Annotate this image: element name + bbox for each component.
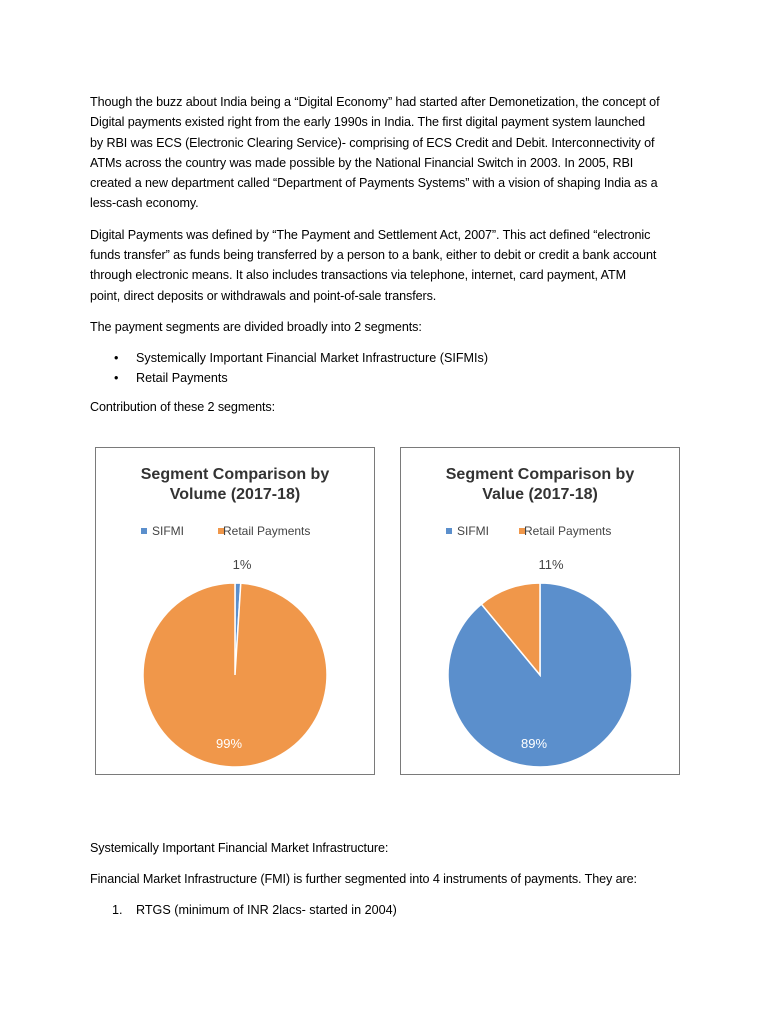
legend-label-sifmi: SIFMI: [457, 524, 489, 538]
list-number: 1.: [112, 902, 123, 917]
para2-line: Digital Payments was defined by “The Payment and Settlement Act, 2007”. This act defined “electronic: [90, 227, 651, 242]
fmi-section: [90, 838, 690, 920]
segments-list: [90, 348, 690, 388]
list-item: [90, 900, 690, 920]
legend-label-retail: Retail Payments: [524, 524, 612, 538]
contribution-caption: Contribution of these 2 segments:: [90, 400, 276, 415]
instruments-list: [90, 900, 690, 920]
section-paragraph: Financial Market Infrastructure (FMI) is further segmented into 4 instruments of payments. They are:: [90, 872, 637, 887]
intro-paragraph-2: [90, 225, 690, 306]
list-item: • Systemically Important Financial Market Infrastructure (SIFMIs): [90, 348, 690, 368]
data-label-sifmi: 1%: [232, 557, 252, 572]
chart-title-line-1: Segment Comparison by: [445, 466, 635, 483]
para1-line: created a new department called “Department of Payments Systems” with a vision of shaping India as a: [90, 176, 658, 191]
para1-line: ATMs across the country was made possible by the National Financial Switch in 2003. In 2005, RBI: [90, 155, 634, 170]
para2-line: point, direct deposits or withdrawals and point-of-sale transfers.: [90, 288, 437, 303]
data-label-retail: 11%: [538, 557, 564, 572]
chart-title-line-2: Volume (2017-18): [169, 486, 301, 503]
legend-swatch-sifmi: [141, 528, 147, 534]
charts-area: [95, 447, 690, 777]
segments-intro: The payment segments are divided broadly into 2 segments:: [90, 319, 422, 334]
section-heading: Systemically Important Financial Market Infrastructure:: [90, 841, 389, 855]
para1-line: Though the buzz about India being a “Digital Economy” had started after Demonetization, the concept of: [90, 95, 660, 109]
list-item: • Retail Payments: [90, 368, 690, 388]
legend-swatch-sifmi: [446, 528, 452, 534]
para1-line: less-cash economy.: [90, 196, 199, 211]
volume-chart-box: [95, 447, 375, 775]
data-label-sifmi: 89%: [520, 736, 548, 751]
document-body: [90, 92, 690, 429]
list-text: RTGS (minimum of INR 2lacs- started in 2004): [136, 902, 397, 917]
data-label-retail: 99%: [215, 736, 243, 751]
value-chart-box: [400, 447, 680, 775]
legend-label-sifmi: SIFMI: [152, 524, 184, 538]
chart-title-line-2: Value (2017-18): [482, 486, 598, 503]
para2-line: funds transfer” as funds being transferred by a person to a bank, either to debit or credit a bank account: [90, 248, 657, 263]
volume-pie-chart: [96, 448, 374, 774]
para1-line: Digital payments existed right from the early 1990s in India. The first digital payment system launched: [90, 115, 646, 130]
value-pie-chart: [401, 448, 679, 774]
para2-line: through electronic means. It also includes transactions via telephone, internet, card payment, ATM: [90, 268, 626, 283]
legend-label-retail: Retail Payments: [223, 524, 311, 538]
intro-paragraph-1: [90, 92, 690, 214]
chart-title-line-1: Segment Comparison by: [140, 466, 330, 483]
para1-line: by RBI was ECS (Electronic Clearing Service)- comprising of ECS Credit and Debit. Interconnectivity of: [90, 135, 655, 150]
